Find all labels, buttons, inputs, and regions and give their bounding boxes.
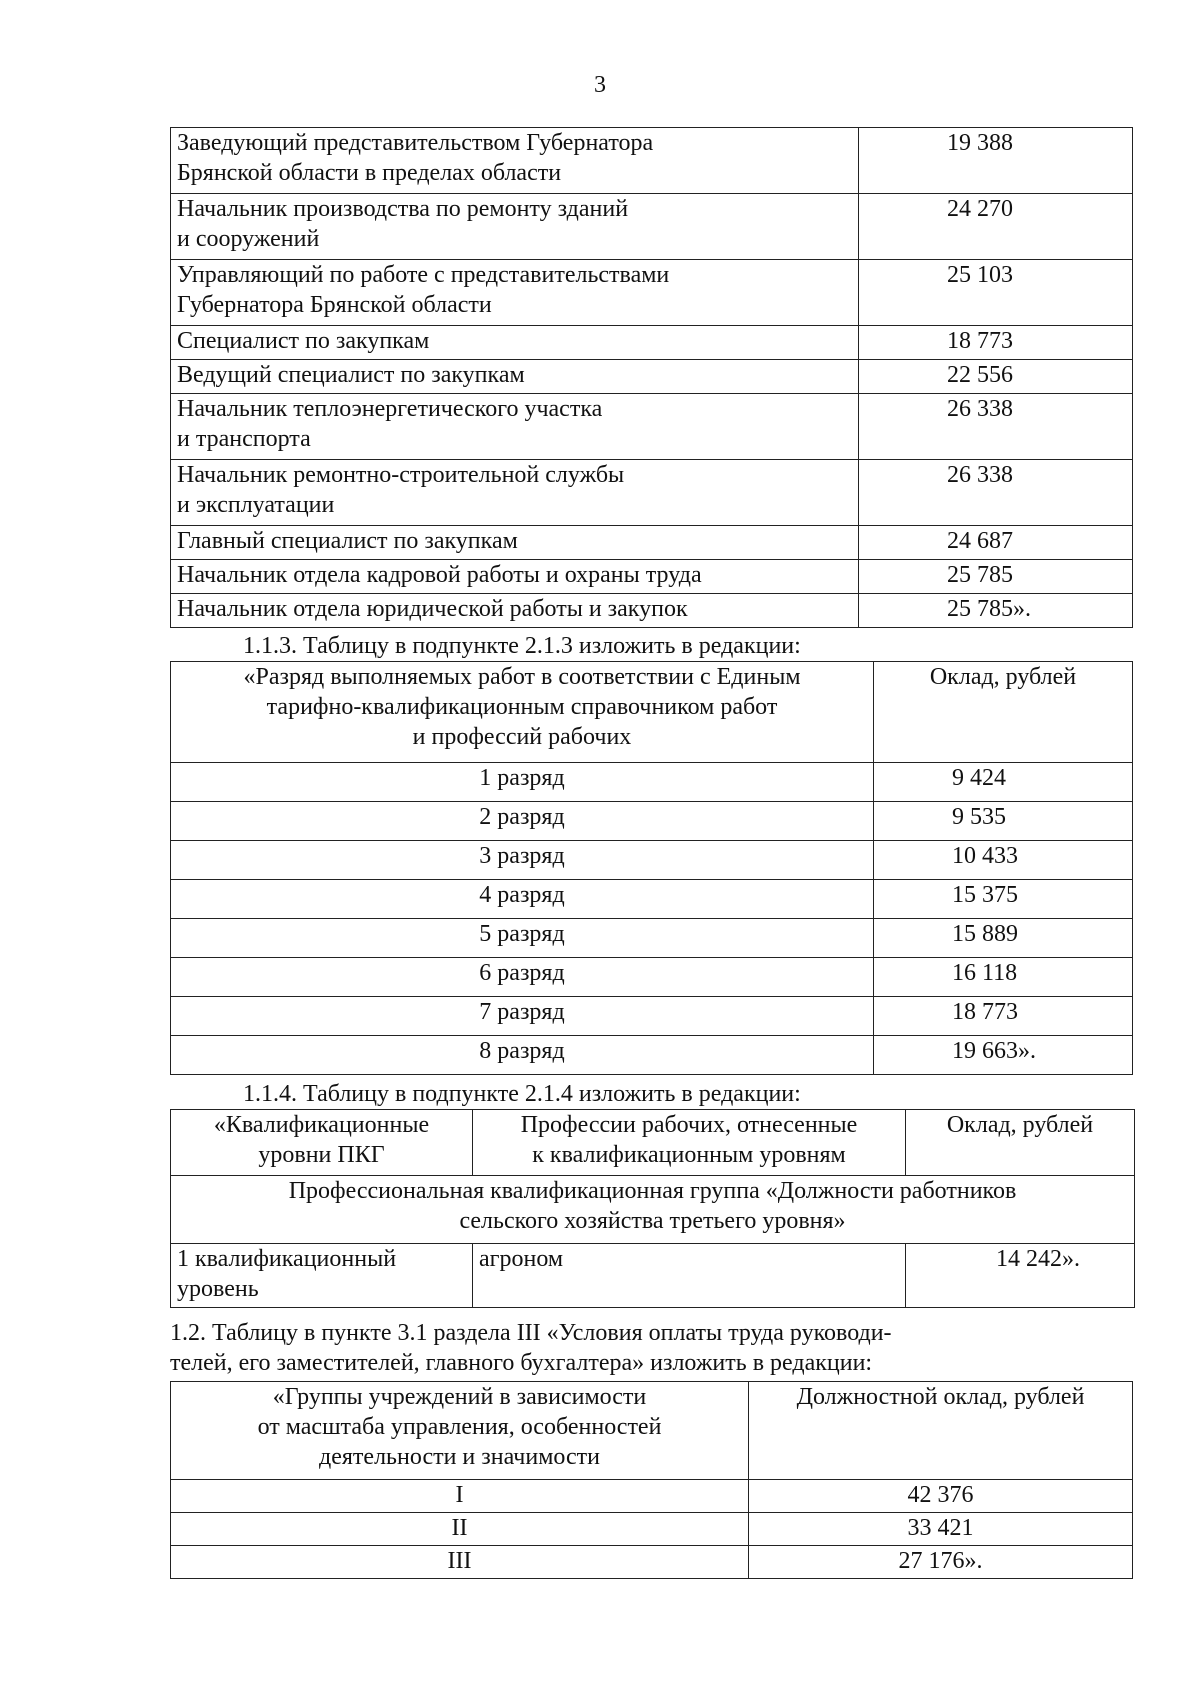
salary-cell: 24 687 xyxy=(859,526,1133,560)
table-row xyxy=(171,1513,1133,1546)
salary-cell: 25 785». xyxy=(859,594,1133,628)
table-row xyxy=(171,802,1133,841)
group-cell: III xyxy=(171,1546,749,1579)
salary-header: Оклад, рублей xyxy=(906,1110,1135,1176)
salary-cell: 18 773 xyxy=(874,997,1133,1036)
grade-cell: 1 разряд xyxy=(171,763,874,802)
salary-cell: 26 338 xyxy=(859,460,1133,526)
qual-level-header: «Квалификационные уровни ПКГ xyxy=(171,1110,473,1176)
grade-cell: 8 разряд xyxy=(171,1036,874,1075)
grade-salary-table xyxy=(170,661,1133,1075)
grade-cell: 3 разряд xyxy=(171,841,874,880)
group-cell: II xyxy=(171,1513,749,1546)
salary-cell: 26 338 xyxy=(859,394,1133,460)
table-row xyxy=(171,763,1133,802)
salary-cell: 9 424 xyxy=(874,763,1133,802)
qualification-table xyxy=(170,1109,1135,1308)
group-title: Профессиональная квалификационная группа «Должности работников сельского хозяйства третьего уровня» xyxy=(171,1176,1135,1244)
salary-cell: 9 535 xyxy=(874,802,1133,841)
position-cell: Заведующий представительством Губернатора Брянской области в пределах области xyxy=(171,128,859,194)
salary-cell: 33 421 xyxy=(749,1513,1133,1546)
position-cell: Управляющий по работе с представительствами Губернатора Брянской области xyxy=(171,260,859,326)
position-cell: Начальник ремонтно-строительной службы и эксплуатации xyxy=(171,460,859,526)
salary-cell: 25 103 xyxy=(859,260,1133,326)
page-number: 3 xyxy=(594,72,606,98)
table-row xyxy=(171,1036,1133,1075)
table-row xyxy=(171,997,1133,1036)
table-row xyxy=(171,460,1133,526)
table-row xyxy=(171,841,1133,880)
grade-cell: 2 разряд xyxy=(171,802,874,841)
paragraph-1-1-3: 1.1.3. Таблицу в подпункте 2.1.3 изложить в редакции: xyxy=(243,633,801,659)
salary-cell: 24 270 xyxy=(859,194,1133,260)
group-cell: I xyxy=(171,1480,749,1513)
table-row xyxy=(171,260,1133,326)
table-row xyxy=(171,526,1133,560)
position-cell: Начальник производства по ремонту зданий и сооружений xyxy=(171,194,859,260)
table-row xyxy=(171,326,1133,360)
table-row xyxy=(171,1480,1133,1513)
salary-cell: 27 176». xyxy=(749,1546,1133,1579)
salary-cell: 22 556 xyxy=(859,360,1133,394)
table-row xyxy=(171,1546,1133,1579)
table-row xyxy=(171,919,1133,958)
table-row xyxy=(171,128,1133,194)
table-row xyxy=(171,194,1133,260)
grade-cell: 7 разряд xyxy=(171,997,874,1036)
salary-cell: 19 663». xyxy=(874,1036,1133,1075)
paragraph-1-2: 1.2. Таблицу в пункте 3.1 раздела III «Условия оплаты труда руководи- телей, его заместителей, главного бухгалтера» изложить в редакции: xyxy=(170,1320,892,1376)
groups-header: «Группы учреждений в зависимости от масштаба управления, особенностей деятельности и значимости xyxy=(171,1382,749,1480)
profession-header: Профессии рабочих, отнесенные к квалификационным уровням xyxy=(473,1110,906,1176)
table-row xyxy=(171,594,1133,628)
position-cell: Главный специалист по закупкам xyxy=(171,526,859,560)
grade-cell: 5 разряд xyxy=(171,919,874,958)
position-cell: Ведущий специалист по закупкам xyxy=(171,360,859,394)
salary-header: Оклад, рублей xyxy=(874,662,1133,763)
salary-cell: 15 889 xyxy=(874,919,1133,958)
grade-header: «Разряд выполняемых работ в соответствии с Единым тарифно-квалификационным справочником работ и профессий рабочих xyxy=(171,662,874,763)
table-row xyxy=(171,958,1133,997)
salary-cell: 25 785 xyxy=(859,560,1133,594)
salary-header: Должностной оклад, рублей xyxy=(749,1382,1133,1480)
salary-cell: 14 242». xyxy=(906,1244,1135,1308)
table-row xyxy=(171,880,1133,919)
positions-salary-table xyxy=(170,127,1133,628)
position-cell: Начальник теплоэнергетического участка и транспорта xyxy=(171,394,859,460)
position-cell: Начальник отдела кадровой работы и охраны труда xyxy=(171,560,859,594)
grade-cell: 4 разряд xyxy=(171,880,874,919)
paragraph-1-1-4: 1.1.4. Таблицу в подпункте 2.1.4 изложить в редакции: xyxy=(243,1081,801,1107)
table-row xyxy=(171,560,1133,594)
position-cell: Специалист по закупкам xyxy=(171,326,859,360)
table-row xyxy=(171,360,1133,394)
salary-cell: 42 376 xyxy=(749,1480,1133,1513)
grade-cell: 6 разряд xyxy=(171,958,874,997)
salary-cell: 16 118 xyxy=(874,958,1133,997)
profession-cell: агроном xyxy=(473,1244,906,1308)
institution-groups-table xyxy=(170,1381,1133,1579)
position-cell: Начальник отдела юридической работы и закупок xyxy=(171,594,859,628)
salary-cell: 10 433 xyxy=(874,841,1133,880)
table-row xyxy=(171,394,1133,460)
qual-level-cell: 1 квалификационный уровень xyxy=(171,1244,473,1308)
salary-cell: 15 375 xyxy=(874,880,1133,919)
salary-cell: 18 773 xyxy=(859,326,1133,360)
salary-cell: 19 388 xyxy=(859,128,1133,194)
